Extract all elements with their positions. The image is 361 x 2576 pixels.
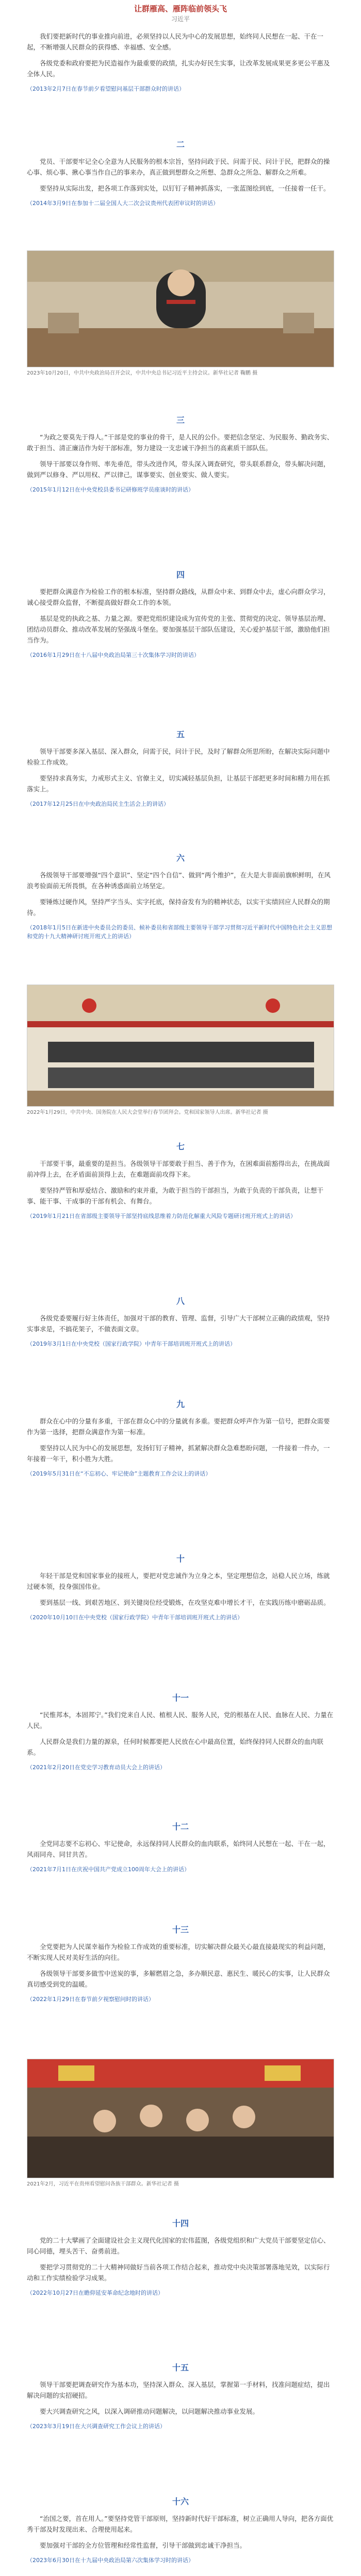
source-link[interactable]: （2019年5月31日在“不忘初心、牢记使命”主题教育工作会议上的讲话）	[27, 1470, 211, 1477]
source-link[interactable]: （2014年3月9日在参加十二届全国人大二次会议贵州代表团审议时的讲话）	[27, 200, 219, 207]
paragraph: 要到基层一线、到艰苦地区、到关键岗位经受锻炼，在攻坚克难中增长才干，在实践历练中磨砺品质。	[40, 1599, 330, 1606]
paragraph: 要大兴调查研究之风，以深入调研推动问题解决，以问题解决推动事业发展。	[40, 2408, 259, 2415]
photo-caption: 2022年1月29日，中共中央、国务院在人民大会堂举行春节团拜会。党和国家领导人出席。新华社记者 摄	[27, 1110, 268, 1115]
paragraph: 干部要干事，最重要的是担当。各级领导干部要敢于担当、善于作为，在困难面前豁得出去，在挑战面前冲得上去，在矛盾面前顶得上去，在难题面前攻得下来。	[27, 1160, 330, 1178]
section-number: 十	[176, 1554, 185, 1564]
section-number: 十六	[172, 2497, 189, 2506]
source-link[interactable]: （2013年2月7日在春节前夕看望慰问基层干部群众时的讲话）	[27, 86, 185, 92]
source-link[interactable]: （2015年1月12日在中央党校县委书记研修班学员座谈时的讲话）	[27, 486, 194, 493]
section-7	[0, 1133, 361, 1227]
paragraph: “为政之要莫先于得人。”干部是党的事业的骨干，是人民的公仆。要把信念坚定、为民服务、勤政务实、敢于担当、清正廉洁作为好干部标准，努力建设一支忠诚干净担当的高素质干部队伍。	[27, 433, 334, 452]
section-5	[0, 721, 361, 815]
paragraph: 领导干部要把调查研究作为基本功，坚持深入群众、深入基层，掌握第一手材料，找准问题症结，提出解决问题的实招硬招。	[27, 2381, 330, 2399]
photo-block-3	[0, 2056, 361, 2195]
source-link[interactable]: （2021年2月20日在党史学习教育动员大会上的讲话）	[27, 1764, 166, 1771]
article-header	[0, 0, 361, 24]
paragraph: 领导干部要以身作则、率先垂范，带头改进作风，带头深入调查研究，带头联系群众，带头解决问题，做到严以修身、严以用权、严以律己，谋事要实、创业要实、做人要实。	[27, 460, 330, 479]
paragraph: “民惟邦本，本固邦宁。”我们党来自人民、植根人民、服务人民，党的根基在人民、血脉在人民、力量在人民。	[27, 1711, 334, 1730]
section-number: 十二	[172, 1822, 189, 1832]
reception-photo-image	[27, 985, 334, 1106]
section-number: 十一	[172, 1693, 189, 1703]
paragraph: 各级领导干部要多做雪中送炭的事，多解燃眉之急，多办顺民意、惠民生、暖民心的实事，让人民群众真切感受到党的温暖。	[27, 1970, 330, 1988]
section-6	[0, 845, 361, 947]
paragraph: 群众在心中的分量有多重，干部在群众心中的分量就有多重。要把群众呼声作为第一信号，把群众需要作为第一选择，把群众满意作为第一标准。	[27, 1417, 330, 1436]
source-link[interactable]: （2022年1月29日在春节前夕视察慰问时的讲话）	[27, 1996, 154, 2003]
source-link[interactable]: （2019年1月21日在省部级主要领导干部坚持底线思维着力防范化解重大风险专题研讨班开班式上的讲话）	[27, 1213, 296, 1219]
paragraph: 全党要把为人民谋幸福作为检验工作成效的重要标准，切实解决群众最关心最直接最现实的利益问题，不断实现人民对美好生活的向往。	[27, 1943, 330, 1961]
paragraph: 要加强对干部的全方位管理和经常性监督，引导干部做到忠诚干净担当。	[40, 2541, 247, 2549]
section-12	[0, 1814, 361, 1880]
paragraph: 我们要把新时代的事业推向前进，必须坚持以人民为中心的发展思想，始终同人民想在一起、干在一起，不断增强人民群众的获得感、幸福感、安全感。	[27, 32, 324, 51]
paragraph: 要把学习贯彻党的二十大精神同做好当前各项工作结合起来，推动党中央决策部署落地见效，以实际行动和工作实绩检验学习成果。	[27, 2263, 330, 2282]
section-16	[0, 2488, 361, 2571]
section-number: 三	[176, 415, 185, 425]
source-link[interactable]: （2023年6月30日在十九届中央政治局第六次集体学习时的讲话）	[27, 2557, 194, 2564]
paragraph: 各级领导干部要增强“四个意识”、坚定“四个自信”、做到“两个维护”，在大是大非面前旗帜鲜明，在风浪考验面前无所畏惧，在各种诱惑面前立场坚定。	[27, 871, 331, 890]
paragraph: 要坚持以人民为中心的发展思想，发扬钉钉子精神，抓紧解决群众急难愁盼问题，一件接着一件办，一年接着一年干，积小胜为大胜。	[27, 1444, 330, 1463]
section-number: 四	[176, 570, 185, 580]
section-number: 十四	[172, 2218, 189, 2228]
section-2	[0, 131, 361, 214]
paragraph: 全党同志要不忘初心、牢记使命，永远保持同人民群众的血肉联系，始终同人民想在一起、干在一起，风雨同舟、同甘共苦。	[27, 1840, 330, 1858]
section-number: 十三	[172, 1925, 189, 1935]
paragraph: 各级党委和政府要把为民造福作为最重要的政绩，扎实办好民生实事，让改革发展成果更多更公平惠及全体人民。	[27, 59, 330, 78]
section-13	[0, 1917, 361, 2010]
source-link[interactable]: （2021年7月1日在庆祝中国共产党成立100周年大会上的讲话）	[27, 1866, 190, 1873]
paragraph: “治国之要，首在用人。”要坚持党管干部原则，坚持新时代好干部标准，树立正确用人导向，把各方面优秀干部及时发现出来、合理使用起来。	[27, 2515, 334, 2533]
paragraph: 党的二十大擘画了全面建设社会主义现代化国家的宏伟蓝图，各级党组织和广大党员干部要坚定信心、同心同德，埋头苦干、奋勇前进。	[27, 2236, 330, 2255]
paragraph: 各级党委要履行好主体责任，加强对干部的教育、管理、监督，引导广大干部树立正确的政绩观，坚持实事求是，不搞花架子，不做表面文章。	[27, 1314, 330, 1333]
source-link[interactable]: （2018年1月5日在新进中央委员会的委员、候补委员和省部级主要领导干部学习贯彻习近平新时代中国特色社会主义思想和党的十九大精神研讨班开班式上的讲话）	[27, 924, 332, 940]
section-1	[0, 31, 361, 99]
section-3	[0, 407, 361, 500]
paragraph: 人民群众是我们力量的源泉，任何时候都要把人民放在心中最高位置，始终保持同人民群众的血肉联系。	[27, 1738, 324, 1756]
source-link[interactable]: （2023年3月19日在大兴调查研究工作会议上的讲话）	[27, 2423, 166, 2430]
article-author: 习近平	[171, 15, 190, 23]
paragraph: 基层是党的执政之基、力量之源。要把党组织建设成为宣传党的主张、贯彻党的决定、领导基层治理、团结动员群众、推动改革发展的坚强战斗堡垒。要加强基层干部队伍建设，关心爱护基层干部，激励他们担当作为。	[27, 615, 330, 644]
paragraph: 要锤炼过硬作风，坚持严字当头、实字托底，保持奋发有为的精神状态，以实干实绩回应人民群众的期待。	[27, 898, 330, 917]
section-8	[0, 1288, 361, 1354]
source-link[interactable]: （2016年1月29日在十八届中央政治局第三十次集体学习时的讲话）	[27, 652, 200, 658]
meeting-photo	[27, 250, 334, 367]
photo-block-2	[0, 981, 361, 1124]
reception-photo	[27, 985, 334, 1107]
source-link[interactable]: （2022年10月27日在瞻仰延安革命纪念地时的讲话）	[27, 2290, 163, 2296]
article-title: 让群雁高、雁阵临前领头飞	[134, 4, 227, 13]
crowd-photo	[27, 2059, 334, 2178]
crowd-photo-image	[27, 2059, 334, 2178]
section-number: 二	[176, 140, 185, 149]
source-link[interactable]: （2019年3月1日在中央党校（国家行政学院）中青年干部培训班开班式上的讲话）	[27, 1341, 236, 1347]
section-11	[0, 1685, 361, 1778]
paragraph: 要坚持求真务实，力戒形式主义、官僚主义，切实减轻基层负担，让基层干部把更多时间和精力用在抓落实上。	[27, 774, 330, 793]
section-14	[0, 2210, 361, 2303]
photo-caption: 2021年2月，习近平在贵州看望慰问各族干部群众。新华社记者 摄	[27, 2181, 179, 2187]
paragraph: 领导干部要多深入基层、深入群众，问需于民，问计于民，及时了解群众所思所盼，在解决实际问题中检验工作成效。	[27, 748, 330, 766]
paragraph: 党员、干部要牢记全心全意为人民服务的根本宗旨，坚持问政于民、问需于民、问计于民，把群众的操心事、烦心事、揪心事当作自己的事来办，真正做到想群众之所想、急群众之所急、解群众之所难。	[27, 158, 330, 176]
paragraph: 要坚持严管和厚爱结合、激励和约束并重，为敢于担当的干部担当，为敢于负责的干部负责，让想干事、能干事、干成事的干部有机会、有舞台。	[27, 1187, 324, 1205]
section-number: 八	[176, 1296, 185, 1306]
section-10	[0, 1546, 361, 1628]
paragraph: 要坚持从实际出发，把各项工作落到实处，以钉钉子精神抓落实，一张蓝图绘到底，一任接着一任干。	[40, 184, 330, 192]
meeting-photo-image	[27, 251, 334, 367]
photo-caption: 2023年10月20日，中共中央政治局召开会议，中共中央总书记习近平主持会议。新华社记者 鞠鹏 摄	[27, 370, 258, 376]
source-link[interactable]: （2020年10月10日在中央党校（国家行政学院）中青年干部培训班开班式上的讲话）	[27, 1614, 243, 1621]
section-number: 六	[176, 853, 185, 863]
section-9	[0, 1391, 361, 1484]
section-number: 五	[176, 730, 185, 739]
section-number: 九	[176, 1399, 185, 1409]
source-link[interactable]: （2017年12月25日在中央政治局民主生活会上的讲话）	[27, 801, 169, 807]
photo-block-1	[0, 247, 361, 384]
section-4	[0, 562, 361, 666]
section-number: 十五	[172, 2363, 189, 2372]
section-15	[0, 2354, 361, 2437]
section-number: 七	[176, 1142, 185, 1151]
paragraph: 要把群众满意作为检验工作的根本标准，坚持群众路线，从群众中来、到群众中去，虚心向群众学习，诚心接受群众监督，不断提高做好群众工作的本领。	[27, 588, 330, 606]
paragraph: 年轻干部是党和国家事业的接班人，要把对党忠诚作为立身之本，坚定理想信念，站稳人民立场，练就过硬本领，投身强国伟业。	[27, 1572, 330, 1590]
